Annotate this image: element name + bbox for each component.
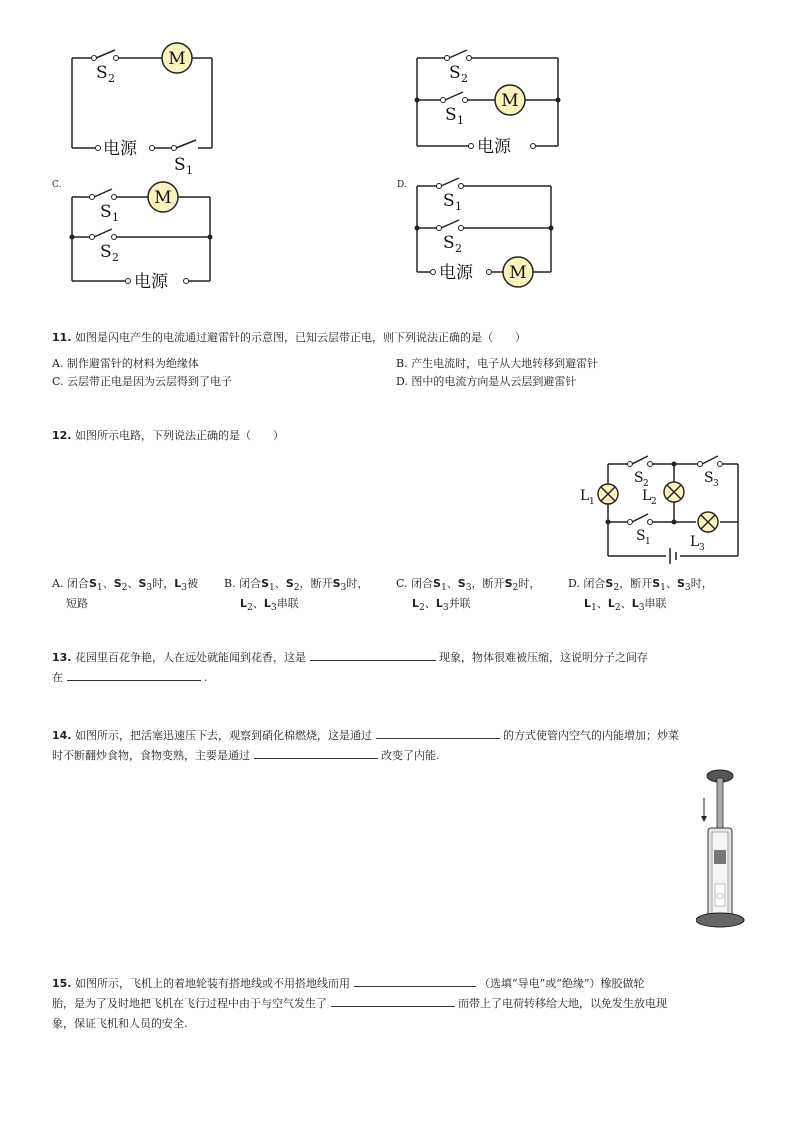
- svg-text:S: S: [636, 528, 646, 544]
- option-label-c: C.: [52, 180, 62, 190]
- svg-text:M: M: [168, 49, 186, 69]
- svg-text:S: S: [96, 63, 108, 83]
- svg-text:2: 2: [461, 72, 468, 85]
- air-compression-apparatus-illustration: [696, 766, 756, 934]
- question-11: [52, 328, 752, 348]
- svg-text:L: L: [580, 488, 590, 504]
- svg-text:2: 2: [651, 497, 657, 507]
- q12-option-c[interactable]: C. 闭合$S_1$、$S_3$，断开$S_2$时， $L_2$、$L_3$并联: [396, 577, 541, 614]
- svg-text:1: 1: [457, 114, 464, 127]
- svg-text:S: S: [634, 470, 644, 486]
- question-number: 12.: [52, 429, 72, 442]
- circuit-diagram-c: [60, 175, 230, 295]
- q11-option-b[interactable]: B. 产生电流时，电子从大地转移到避雷针: [396, 357, 599, 370]
- svg-text:S: S: [443, 191, 455, 211]
- q12-circuit-diagram: [578, 452, 748, 564]
- svg-text:S: S: [443, 233, 455, 253]
- svg-text:1: 1: [589, 497, 595, 507]
- question-text: 如图是闪电产生的电流通过避雷针的示意图，已知云层带正电，则下列说法正确的是（ ）: [75, 331, 526, 344]
- svg-text:S: S: [449, 63, 461, 83]
- svg-text:电源: 电源: [477, 137, 511, 157]
- option-label-d: D.: [397, 180, 407, 190]
- answer-blank[interactable]: [331, 994, 455, 1007]
- svg-text:2: 2: [455, 242, 462, 255]
- question-number: 14.: [52, 729, 72, 742]
- circuit-diagram-d: [405, 172, 575, 297]
- q11-option-c[interactable]: C. 云层带正电是因为云层得到了电子: [52, 375, 233, 388]
- question-number: 13.: [52, 651, 72, 664]
- svg-text:2: 2: [112, 251, 119, 264]
- svg-text:M: M: [509, 263, 527, 283]
- svg-text:1: 1: [112, 211, 119, 224]
- svg-text:L: L: [690, 534, 700, 550]
- q11-option-a[interactable]: A. 制作避雷针的材料为绝缘体: [52, 357, 199, 370]
- q12-option-a[interactable]: A. 闭合$S_1$、$S_2$、$S_3$时，$L_3$被 短路: [52, 577, 199, 611]
- svg-text:电源: 电源: [439, 263, 473, 283]
- svg-text:电源: 电源: [134, 272, 168, 292]
- question-13: 13. 花园里百花争艳，人在远处就能闻到花香，这是 现象，物体很难被压缩，这说明分子之间存 在 .: [52, 648, 752, 688]
- q12-option-d[interactable]: D. 闭合$S_2$，断开$S_1$、$S_3$时， $L_1$、$L_2$、$L_3$串联: [568, 577, 713, 614]
- q12-option-b[interactable]: B. 闭合$S_1$、$S_2$，断开$S_3$时， $L_2$、$L_3$串联: [224, 577, 369, 614]
- q11-option-d[interactable]: D. 图中的电流方向是从云层到避雷针: [396, 375, 577, 388]
- answer-blank[interactable]: [354, 974, 476, 987]
- circuit-diagram-a: [60, 36, 230, 176]
- answer-blank[interactable]: [254, 746, 378, 759]
- question-number: 15.: [52, 977, 72, 990]
- svg-text:3: 3: [699, 543, 705, 553]
- svg-text:M: M: [501, 91, 519, 111]
- svg-text:2: 2: [108, 72, 115, 85]
- svg-text:电源: 电源: [103, 139, 137, 159]
- question-number: 11.: [52, 331, 72, 344]
- svg-text:L: L: [642, 488, 652, 504]
- question-14: 14. 如图所示，把活塞迅速压下去，观察到硝化棉燃烧，这是通过 的方式使管内空气的内能增加；炒菜 时不断翻炒食物，食物变熟，主要是通过 改变了内能.: [52, 726, 752, 766]
- question-12: [52, 426, 572, 446]
- svg-text:3: 3: [713, 479, 719, 489]
- svg-text:S: S: [100, 242, 112, 262]
- answer-blank[interactable]: [67, 668, 201, 681]
- svg-text:S: S: [100, 202, 112, 222]
- answer-blank[interactable]: [310, 648, 436, 661]
- svg-text:2: 2: [643, 479, 649, 489]
- svg-text:S: S: [445, 105, 457, 125]
- question-15: 15. 如图所示，飞机上的着地轮装有搭地线或不用搭地线而用 （选填“导电”或“绝缘”）橡胶做轮 胎，是为了及时地把飞机在飞行过程中由于与空气发生了 而带上了电荷转移给大地，以免发生放电现 象，保证飞机和人员的安全.: [52, 974, 752, 1034]
- svg-text:S: S: [704, 470, 714, 486]
- svg-text:1: 1: [455, 200, 462, 213]
- answer-blank[interactable]: [376, 726, 500, 739]
- svg-text:M: M: [154, 188, 172, 208]
- svg-text:1: 1: [645, 537, 651, 547]
- question-text: 如图所示电路，下列说法正确的是（ ）: [75, 429, 284, 442]
- circuit-diagram-b: [405, 36, 575, 166]
- svg-text:1: 1: [186, 164, 193, 176]
- svg-text:S: S: [174, 155, 186, 175]
